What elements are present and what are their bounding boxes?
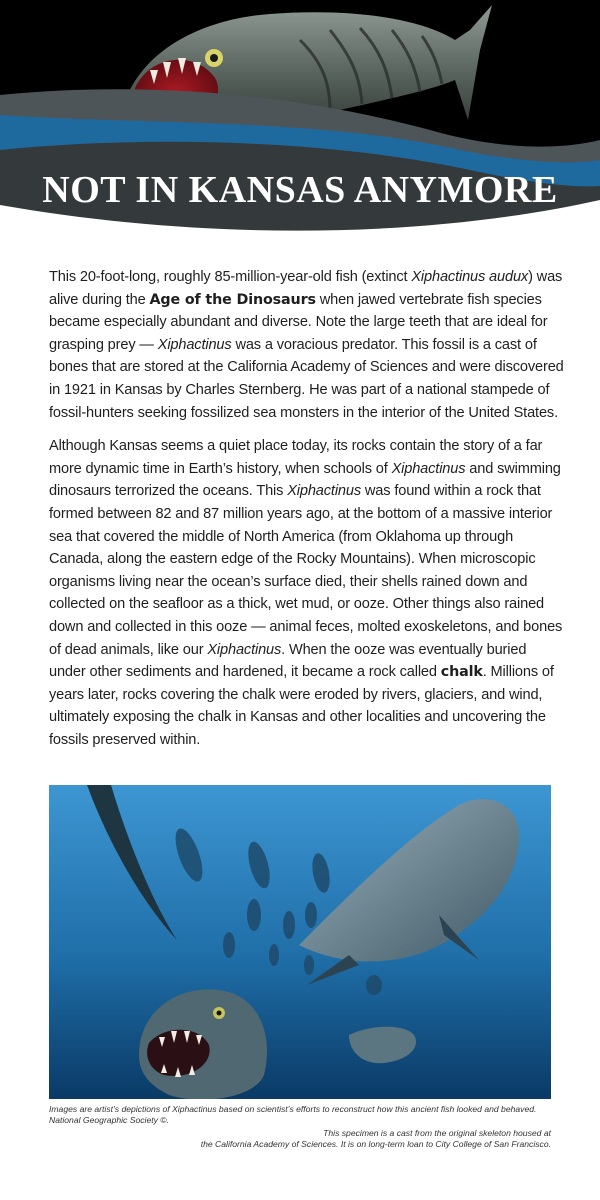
text-run: when jawed vertebrate fish species became especially abundant and diverse. Note the large teeth that are ideal for grasping prey — bbox=[49, 291, 548, 353]
page-title: NOT IN KANSAS ANYMORE bbox=[42, 169, 558, 211]
image-credit: Images are artist’s depictions of Xiphactinus based on scientist’s efforts to reconstruct how this ancient fish looked and behaved. National Geographic Society ©. bbox=[49, 1104, 537, 1125]
italic-term: Xiphactinus bbox=[287, 483, 362, 500]
text-run: ) was alive during the bbox=[49, 269, 563, 308]
header-banner bbox=[0, 0, 600, 240]
text-run: was found within a rock that formed between 82 and 87 million years ago, at the bottom of a massive interior sea that covered the middle of North America (from Oklahoma up through Canada, along the eastern edge of the Rocky Mountains). When microscopic organisms living near the ocean’s surface died, their shells rained down and collected on the seafloor as a thick, wet mud, or ooze. Other things also rained down and collected in this ooze — animal feces, molted exoskeletons, and bones of dead animals, like our bbox=[49, 483, 563, 658]
text-run: . Millions of years later, rocks covering the chalk were eroded by rivers, glaciers, and wind, ultimately exposing the chalk in Kansas and other localities and uncovering the fossils preserved within. bbox=[49, 664, 554, 748]
paragraph-1 bbox=[49, 266, 564, 424]
body-text bbox=[49, 266, 564, 762]
loan-note-line1: This specimen is a cast from the original skeleton housed at bbox=[323, 1128, 551, 1138]
text-run: Although Kansas seems a quiet place today, its rocks contain the story of a far more dynamic time in Earth’s history, when schools of bbox=[49, 438, 543, 477]
school-of-fish-image bbox=[49, 785, 551, 1099]
text-run: and swimming dinosaurs terrorized the oceans. This bbox=[49, 460, 561, 500]
text-run: . When the ooze was eventually buried under other sediments and hardened, it became a rock called bbox=[49, 641, 527, 681]
italic-term: Xiphactinus bbox=[157, 336, 232, 353]
text-run: was a voracious predator. This fossil is a cast of bones that are stored at the California Academy of Sciences and were discovered in 1921 in Kansas by Charles Sternberg. He was part of a national stampede of fossil-hunters seeking fossilized sea monsters in the interior of the United States. bbox=[49, 336, 564, 421]
underwater-illustration bbox=[49, 785, 551, 1099]
italic-term: Xiphactinus bbox=[391, 460, 466, 477]
loan-note bbox=[49, 1128, 551, 1150]
bold-term: Age of the Dinosaurs bbox=[149, 291, 316, 308]
italic-term: Xiphactinus audux bbox=[411, 269, 529, 285]
loan-note-line2: the California Academy of Sciences. It is on long-term loan to City College of San Francisco. bbox=[200, 1139, 551, 1149]
italic-term: Xiphactinus bbox=[207, 641, 282, 658]
paragraph-2 bbox=[49, 435, 564, 751]
text-run: This 20-foot-long, roughly 85-million-year-old fish (extinct bbox=[49, 269, 412, 285]
bold-term: chalk bbox=[440, 664, 483, 681]
